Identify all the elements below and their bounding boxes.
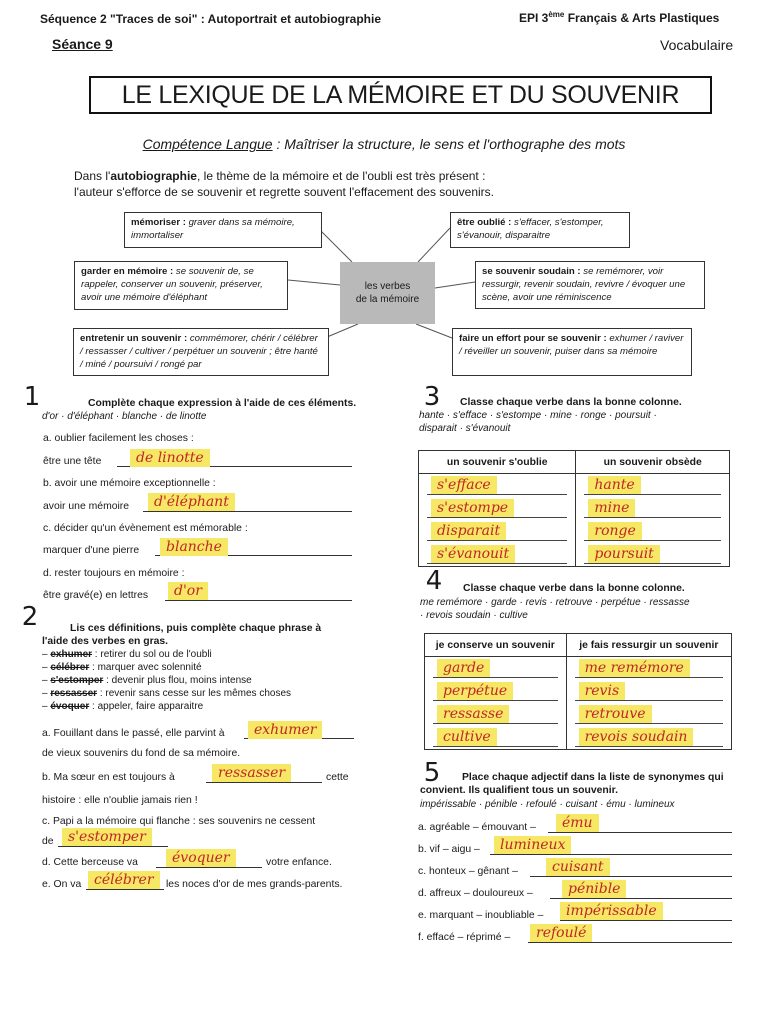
table-row bbox=[425, 703, 732, 726]
ex2-e-text-2: les noces d'or de mes grands-parents. bbox=[166, 879, 343, 890]
ex5-line-a bbox=[548, 832, 732, 833]
diagram-box-effort bbox=[452, 328, 692, 376]
def-text: : marquer avec solennité bbox=[89, 662, 202, 673]
table-cell bbox=[576, 520, 730, 543]
ex2-d-text: d. Cette berceuse va bbox=[42, 857, 138, 868]
table-cell bbox=[419, 520, 576, 543]
ex3-answer[interactable]: s'estompe bbox=[431, 499, 514, 517]
ex5-words: impérissable · pénible · refoulé · cuisant · ému · lumineux bbox=[420, 799, 675, 810]
table-row bbox=[425, 657, 732, 681]
box-term: garder en mémoire : bbox=[81, 266, 174, 277]
ex2-a-answer[interactable]: exhumer bbox=[248, 721, 322, 739]
table-cell bbox=[425, 657, 567, 681]
box-def: s'effacer, s'estomper, s'évanouir, disparaitre bbox=[457, 217, 604, 241]
box-def: exhumer / raviver / réveiller un souvenir, puiser dans sa mémoire bbox=[459, 333, 684, 357]
table-cell bbox=[425, 703, 567, 726]
ex2-b-answer[interactable]: ressasser bbox=[212, 764, 291, 782]
competence-label: Compétence Langue bbox=[142, 136, 273, 152]
ex5-instruction-1: Place chaque adjectif dans la liste de synonymes qui bbox=[462, 772, 724, 783]
ex4-header-row bbox=[425, 634, 732, 657]
ex4-answer[interactable]: revois soudain bbox=[579, 728, 694, 746]
ex5-line-c bbox=[530, 876, 732, 877]
ex5-q-e: e. marquant – inoubliable – bbox=[418, 910, 544, 921]
box-term: être oublié : bbox=[457, 217, 512, 228]
def-term: évoquer bbox=[50, 701, 90, 712]
def-term: s'estomper bbox=[50, 675, 104, 686]
ex3-answer[interactable]: s'évanouit bbox=[431, 545, 515, 563]
ex1-answer-c[interactable]: blanche bbox=[160, 538, 228, 556]
ex2-instruction-1: Lis ces définitions, puis complète chaque phrase à bbox=[70, 623, 322, 634]
ex1-q-c: c. décider qu'un évènement est mémorable : bbox=[43, 523, 248, 534]
seance-label: Séance 9 bbox=[52, 36, 113, 52]
ex2-number: 2 bbox=[21, 602, 39, 632]
diagram-box-entretenir bbox=[73, 328, 329, 376]
table-cell bbox=[425, 680, 567, 703]
def-text: : revenir sans cesse sur les mêmes choses bbox=[97, 688, 292, 699]
category-label: Vocabulaire bbox=[660, 37, 734, 53]
ex5-q-d: d. affreux – douloureux – bbox=[418, 888, 533, 899]
competence-text: Maîtriser la structure, le sens et l'orthographe des mots bbox=[284, 136, 626, 152]
ex1-prefix-d: être gravé(e) en lettres bbox=[43, 590, 149, 601]
epi-sup: ème bbox=[548, 10, 565, 19]
ex1-prefix-b: avoir une mémoire bbox=[43, 501, 130, 512]
ex2-c-answer[interactable]: s'estomper bbox=[62, 828, 152, 846]
sequence-title: Séquence 2 "Traces de soi" : Autoportrait et autobiographie bbox=[40, 12, 381, 26]
ex4-instruction: Classe chaque verbe dans la bonne colonne. bbox=[463, 583, 685, 594]
ex2-def-row: – ressasser : revenir sans cesse sur les mêmes choses bbox=[42, 688, 292, 699]
ex5-q-a: a. agréable – émouvant – bbox=[418, 822, 536, 833]
def-term: exhumer bbox=[50, 649, 93, 660]
box-def: se souvenir de, se rappeler, conserver un souvenir, préserver, avoir une mémoire d'éléphant bbox=[81, 266, 263, 303]
diagram-box-etre-oublie bbox=[450, 212, 630, 248]
ex1-line-b bbox=[143, 511, 352, 512]
ex1-prefix-a: être une tête bbox=[43, 456, 102, 467]
intro-bold: autobiographie bbox=[110, 169, 197, 183]
competence-sep: : bbox=[272, 136, 285, 152]
table-cell bbox=[576, 543, 730, 567]
box-def: graver dans sa mémoire, immortaliser bbox=[131, 217, 295, 241]
ex5-answer-f[interactable]: refoulé bbox=[530, 924, 592, 942]
ex3-answer[interactable]: mine bbox=[588, 499, 635, 517]
ex2-definitions bbox=[42, 648, 291, 713]
ex3-answer[interactable]: ronge bbox=[588, 522, 641, 540]
ex5-line-e bbox=[560, 920, 732, 921]
diagram-box-garder bbox=[74, 261, 288, 310]
ex2-b-mid: cette bbox=[326, 772, 349, 783]
ex4-answer[interactable]: cultive bbox=[437, 728, 497, 746]
ex3-instruction: Classe chaque verbe dans la bonne colonne. bbox=[460, 397, 682, 408]
table-cell bbox=[576, 474, 730, 498]
table-cell bbox=[566, 703, 731, 726]
ex2-b-line bbox=[206, 782, 322, 783]
ex5-answer-a[interactable]: ému bbox=[556, 814, 599, 832]
def-term: ressasser bbox=[50, 688, 98, 699]
ex2-a-text: a. Fouillant dans le passé, elle parvint à bbox=[42, 728, 225, 739]
box-def: se remémorer, voir ressurgir, revenir soudain, revivre / évoquer une scène, avoir une réminiscence bbox=[482, 266, 686, 303]
ex5-q-c: c. honteux – gênant – bbox=[418, 866, 518, 877]
ex3-number: 3 bbox=[423, 382, 441, 412]
ex1-q-b: b. avoir une mémoire exceptionnelle : bbox=[43, 478, 216, 489]
intro-part1: Dans l' bbox=[74, 169, 111, 183]
ex4-answer[interactable]: ressasse bbox=[437, 705, 509, 723]
ex1-answer-b[interactable]: d'éléphant bbox=[148, 493, 235, 511]
center-line1: les verbes bbox=[364, 281, 411, 292]
ex5-line-b bbox=[490, 854, 732, 855]
ex5-line-f bbox=[528, 942, 732, 943]
epi-prefix: EPI 3 bbox=[519, 11, 549, 25]
ex2-def-row: – évoquer : appeler, faire apparaitre bbox=[42, 701, 204, 712]
ex2-def-row: – s'estomper : devenir plus flou, moins intense bbox=[42, 675, 252, 686]
table-cell bbox=[419, 497, 576, 520]
def-term: célébrer bbox=[50, 662, 90, 673]
ex1-answer-d[interactable]: d'or bbox=[168, 582, 208, 600]
ex4-table bbox=[424, 633, 732, 750]
ex4-number: 4 bbox=[425, 566, 443, 596]
box-def: commémorer, chérir / célébrer / ressasser / cultiver / perpétuer un souvenir ; être hanté / miné / poursuivi / rongé par bbox=[80, 333, 318, 370]
box-term: entretenir un souvenir : bbox=[80, 333, 188, 344]
ex2-def-row: – exhumer : retirer du sol ou de l'oubli bbox=[42, 649, 212, 660]
ex5-instruction-2: convient. Ils qualifient tous un souvenir. bbox=[420, 785, 619, 796]
ex1-answer-a[interactable]: de linotte bbox=[130, 449, 210, 467]
table-cell bbox=[419, 543, 576, 567]
table-row bbox=[419, 520, 730, 543]
ex4-answer[interactable]: revis bbox=[579, 682, 626, 700]
table-row bbox=[419, 543, 730, 567]
ex5-answer-e[interactable]: impérissable bbox=[560, 902, 663, 920]
ex4-col2-header: je fais ressurgir un souvenir bbox=[566, 634, 731, 657]
def-text: : appeler, faire apparaitre bbox=[89, 701, 204, 712]
ex3-answer[interactable]: hante bbox=[588, 476, 640, 494]
box-term: faire un effort pour se souvenir : bbox=[459, 333, 607, 344]
ex4-answer[interactable]: retrouve bbox=[579, 705, 652, 723]
table-cell bbox=[566, 726, 731, 750]
ex4-answer[interactable]: perpétue bbox=[437, 682, 513, 700]
ex5-line-d bbox=[550, 898, 732, 899]
box-term: se souvenir soudain : bbox=[482, 266, 581, 277]
def-text: : retirer du sol ou de l'oubli bbox=[92, 649, 212, 660]
ex3-col2-header: un souvenir obsède bbox=[576, 451, 730, 474]
ex1-words: d'or · d'éléphant · blanche · de linotte bbox=[42, 411, 207, 422]
ex1-instruction: Complète chaque expression à l'aide de ces éléments. bbox=[88, 398, 357, 409]
box-term: mémoriser : bbox=[131, 217, 186, 228]
ex3-col1-header: un souvenir s'oublie bbox=[419, 451, 576, 474]
ex2-c-de: de bbox=[42, 836, 54, 847]
ex1-line-d bbox=[165, 600, 352, 601]
ex5-answer-c[interactable]: cuisant bbox=[546, 858, 610, 876]
ex2-d-text-2: votre enfance. bbox=[266, 857, 332, 868]
epi-suffix: Français & Arts Plastiques bbox=[564, 11, 720, 25]
intro-line-2: l'auteur s'efforce de se souvenir et regrette souvent l'effacement des souvenirs. bbox=[74, 185, 494, 199]
ex5-answer-d[interactable]: pénible bbox=[562, 880, 626, 898]
page-title: LE LEXIQUE DE LA MÉMOIRE ET DU SOUVENIR bbox=[89, 76, 712, 114]
ex4-answer[interactable]: garde bbox=[437, 659, 490, 677]
def-text: : devenir plus flou, moins intense bbox=[103, 675, 252, 686]
table-row bbox=[425, 680, 732, 703]
table-row bbox=[425, 726, 732, 750]
ex3-table bbox=[418, 450, 730, 567]
table-cell bbox=[566, 680, 731, 703]
intro-part2: , le thème de la mémoire et de l'oubli est très présent : bbox=[196, 169, 486, 183]
ex3-words-2: disparait · s'évanouit bbox=[419, 423, 511, 434]
ex2-b-text: b. Ma sœur en est toujours à bbox=[42, 772, 175, 783]
ex3-answer[interactable]: poursuit bbox=[588, 545, 659, 563]
ex2-b-text-2: histoire : elle n'oublie jamais rien ! bbox=[42, 795, 198, 806]
ex4-words-2: · revois soudain · cultive bbox=[420, 610, 528, 621]
ex2-e-line bbox=[86, 889, 164, 890]
ex3-answer[interactable]: s'efface bbox=[431, 476, 497, 494]
ex5-q-f: f. effacé – réprimé – bbox=[418, 932, 511, 943]
ex2-a-text-2: de vieux souvenirs du fond de sa mémoire. bbox=[42, 748, 241, 759]
ex2-d-line bbox=[156, 867, 262, 868]
ex1-q-d: d. rester toujours en mémoire : bbox=[43, 568, 185, 579]
ex3-words-1: hante · s'efface · s'estompe · mine · ronge · poursuit · bbox=[419, 410, 657, 421]
table-cell bbox=[419, 474, 576, 498]
ex4-col1-header: je conserve un souvenir bbox=[425, 634, 567, 657]
ex2-def-row: – célébrer : marquer avec solennité bbox=[42, 662, 202, 673]
table-row bbox=[419, 497, 730, 520]
ex1-prefix-c: marquer d'une pierre bbox=[43, 545, 140, 556]
ex2-c-line bbox=[58, 846, 168, 847]
ex5-q-b: b. vif – aigu – bbox=[418, 844, 480, 855]
ex2-instruction-2: l'aide des verbes en gras. bbox=[42, 636, 169, 647]
ex5-number: 5 bbox=[423, 758, 441, 788]
table-row bbox=[419, 474, 730, 498]
ex5-answer-b[interactable]: lumineux bbox=[494, 836, 571, 854]
diagram-center bbox=[340, 262, 435, 324]
ex4-words-1: me remémore · garde · revis · retrouve · perpétue · ressasse bbox=[420, 597, 690, 608]
ex1-q-a: a. oublier facilement les choses : bbox=[43, 433, 194, 444]
ex4-answer[interactable]: me remémore bbox=[579, 659, 690, 677]
ex2-d-answer[interactable]: évoquer bbox=[166, 849, 236, 867]
ex2-c-text: c. Papi a la mémoire qui flanche : ses souvenirs ne cessent bbox=[42, 816, 316, 827]
table-cell bbox=[576, 497, 730, 520]
ex3-header-row bbox=[419, 451, 730, 474]
center-line2: de la mémoire bbox=[355, 294, 420, 305]
table-cell bbox=[425, 726, 567, 750]
ex3-answer[interactable]: disparait bbox=[431, 522, 506, 540]
ex2-e-answer[interactable]: célébrer bbox=[88, 871, 160, 889]
table-cell bbox=[566, 657, 731, 681]
diagram-box-memoriser bbox=[124, 212, 322, 248]
ex2-e-text: e. On va bbox=[42, 879, 82, 890]
diagram-box-se-souvenir-soudain bbox=[475, 261, 705, 309]
ex1-number: 1 bbox=[23, 382, 41, 412]
